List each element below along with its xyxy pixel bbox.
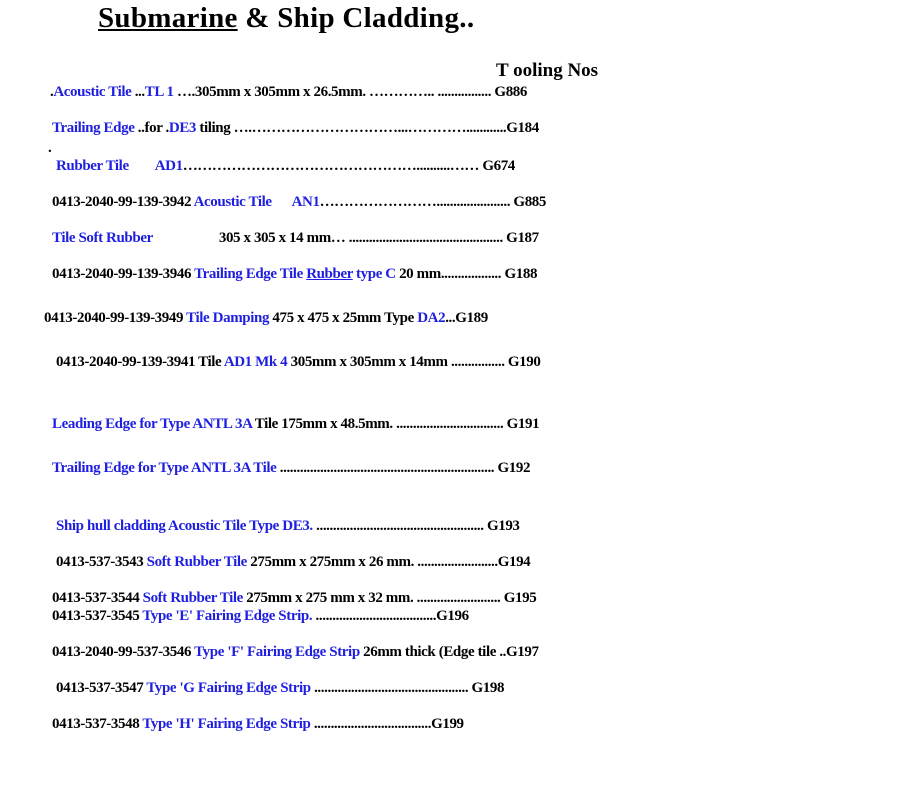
item-description: Type 'G Fairing Edge Strip <box>146 680 311 696</box>
item-code: AD1 Mk 4 <box>223 354 288 370</box>
item-text: ... <box>131 84 145 100</box>
item-code: TL 1 <box>144 84 174 100</box>
list-item <box>52 120 539 137</box>
item-description: Type 'F' Fairing Edge Strip <box>194 644 360 660</box>
item-spec: …………………………………………..........…… G674 <box>182 158 515 174</box>
item-description: Acoustic Tile <box>53 84 132 100</box>
item-nsn: 0413-2040-99-139-3942 <box>52 194 194 210</box>
item-spec: ….305mm x 305mm x 26.5mm. ………….. ................ G886 <box>173 84 527 100</box>
list-item <box>44 310 488 327</box>
item-spec: 20 mm.................. G188 <box>395 266 538 282</box>
item-code: DA2 <box>417 310 446 326</box>
item-spec: 305mm x 305mm x 14mm ................ G190 <box>287 354 541 370</box>
page-title <box>98 2 474 35</box>
item-description: Ship hull cladding Acoustic Tile Type DE3. <box>56 518 313 534</box>
item-description: Leading Edge for Type ANTL 3A <box>52 416 252 432</box>
item-text: ..for . <box>134 120 169 136</box>
item-nsn: 0413-2040-99-139-3949 <box>44 310 187 326</box>
list-item <box>56 680 504 697</box>
item-nsn: 0413-537-3545 <box>52 608 143 624</box>
item-spec: ……………………...................... G885 <box>319 194 546 210</box>
list-item <box>56 554 530 571</box>
item-spec: 475 x 475 x 25mm Type <box>269 310 418 326</box>
item-spec: Tile 175mm x 48.5mm. ................................ G191 <box>251 416 540 432</box>
stray-dot: . <box>48 140 52 156</box>
list-item <box>52 230 539 247</box>
item-code: AD1 <box>154 158 183 174</box>
item-description: Tile Soft Rubber <box>52 230 153 246</box>
title-rest: & Ship Cladding.. <box>237 2 475 34</box>
list-item <box>52 590 536 607</box>
item-description: Trailing Edge <box>52 120 135 136</box>
list-item <box>52 194 546 211</box>
item-tooling: ...G189 <box>445 310 488 326</box>
item-description: Soft Rubber Tile <box>142 590 243 606</box>
item-spec: .............................................. G198 <box>310 680 505 696</box>
item-description-2: Damping <box>212 310 270 326</box>
list-item <box>56 354 540 371</box>
item-nsn: 0413-537-3547 <box>56 680 147 696</box>
item-spec: tiling ….…………………………...…………............G184 <box>196 120 539 136</box>
item-type: type C <box>352 266 396 282</box>
item-description: Type 'E' Fairing Edge Strip. <box>142 608 313 624</box>
item-nsn: 0413-2040-99-139-3946 <box>52 266 195 282</box>
item-description: Rubber Tile <box>56 158 129 174</box>
item-spec: ...................................G199 <box>310 716 464 732</box>
list-item <box>50 84 527 101</box>
item-description-underlined: Rubber <box>306 266 353 282</box>
item-nsn: 0413-537-3543 <box>56 554 147 570</box>
item-nsn: 0413-2040-99-537-3546 <box>52 644 195 660</box>
item-code: DE3 <box>168 120 197 136</box>
list-item <box>52 416 539 433</box>
item-description: Acoustic Tile <box>193 194 272 210</box>
item-nsn: 0413-537-3548 <box>52 716 143 732</box>
item-spec: 275mm x 275 mm x 32 mm. ......................... G195 <box>242 590 537 606</box>
list-item <box>52 716 464 733</box>
item-spec: 305 x 305 x 14 mm… .............................................. G187 <box>218 230 539 246</box>
list-item <box>52 608 469 625</box>
item-spec: .................................................. G193 <box>312 518 520 534</box>
item-description: Soft Rubber Tile <box>146 554 247 570</box>
item-spec: 275mm x 275mm x 26 mm. ........................G194 <box>246 554 531 570</box>
item-description: Trailing Edge Tile <box>194 266 307 282</box>
item-description: Tile <box>186 310 210 326</box>
title-submarine: Submarine <box>98 2 238 34</box>
item-description: Type 'H' Fairing Edge Strip <box>142 716 311 732</box>
list-item <box>56 518 520 535</box>
item-code: AN1 <box>291 194 320 210</box>
list-item <box>52 644 539 661</box>
item-nsn: 0413-537-3544 <box>52 590 143 606</box>
item-prefix: . <box>50 84 54 100</box>
item-spec: ................................................................ G192 <box>276 460 531 476</box>
item-nsn: 0413-2040-99-139-3941 Tile <box>56 354 224 370</box>
item-description: Trailing Edge for Type ANTL 3A Tile <box>52 460 277 476</box>
item-spec: 26mm thick (Edge tile ..G197 <box>359 644 539 660</box>
list-item <box>52 266 537 283</box>
list-item <box>56 158 515 175</box>
item-spec: ....................................G196 <box>312 608 469 624</box>
tooling-numbers-header: T ooling Nos <box>496 60 599 81</box>
list-item <box>52 460 530 477</box>
